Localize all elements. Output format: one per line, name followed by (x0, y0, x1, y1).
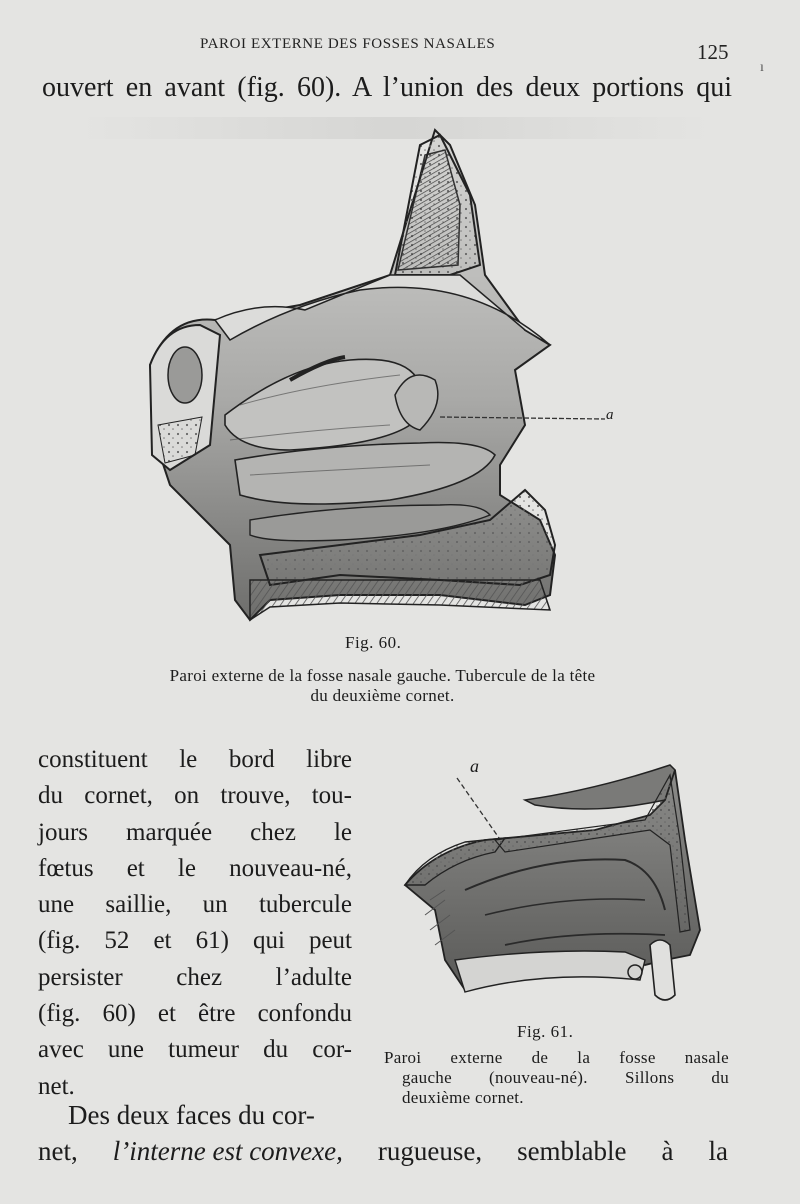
text-line: net. (38, 1072, 75, 1100)
word: rugueuse, (377, 1136, 483, 1166)
text-line: du cornet, on trouve, tou- (38, 782, 352, 810)
word: semblable (517, 1136, 627, 1166)
figure-61-illustration (395, 760, 715, 1010)
text-line: avec une tumeur du cor- (38, 1036, 352, 1064)
figure-61-caption-line: Paroi externe de la fosse nasale (384, 1048, 729, 1067)
figure-61-label: Fig. 61. (517, 1022, 574, 1041)
page-number: 125 (697, 40, 729, 64)
word: net, (38, 1136, 78, 1166)
figure-61-caption-line: gauche (nouveau-né). Sillons du (402, 1068, 729, 1087)
figure-60-caption-line: du deuxième cornet. (310, 686, 455, 705)
figure-61-caption-line: deuxième cornet. (402, 1088, 524, 1107)
text-line-top: ouvert en avant (fig. 60). A l’union des deux portions qui (42, 72, 732, 103)
text-line: persister chez l’adulte (38, 963, 352, 991)
word: à (661, 1136, 674, 1166)
left-column-text (38, 742, 352, 1105)
text-line: (fig. 60) et être confondu (38, 1000, 352, 1028)
figure-60-caption-line: Paroi externe de la fosse nasale gauche. Tubercule de la tête (169, 666, 596, 685)
figure-61-marker: a (470, 756, 479, 776)
text-line: constituent le bord libre (38, 746, 352, 773)
text-line: jours marquée chez le (38, 818, 352, 846)
text-line-bottom (38, 1136, 728, 1167)
text-line: une saillie, un tubercule (38, 891, 352, 919)
text-line: Des deux faces du cor- (68, 1100, 315, 1130)
text-line: (fig. 52 et 61) qui peut (38, 927, 352, 955)
italic-phrase: l’interne est convexe, (112, 1136, 343, 1166)
figure-60-marker: a (606, 407, 614, 423)
running-head: PAROI EXTERNE DES FOSSES NASALES (200, 36, 496, 52)
figure-60-caption (60, 666, 705, 706)
word: la (708, 1136, 728, 1166)
text-line: fœtus et le nouveau-né, (38, 854, 352, 882)
figure-60-illustration (140, 125, 630, 625)
figure-61-caption (384, 1048, 729, 1108)
figure-60-label: Fig. 60. (345, 633, 402, 652)
margin-mark: ı (760, 60, 764, 75)
